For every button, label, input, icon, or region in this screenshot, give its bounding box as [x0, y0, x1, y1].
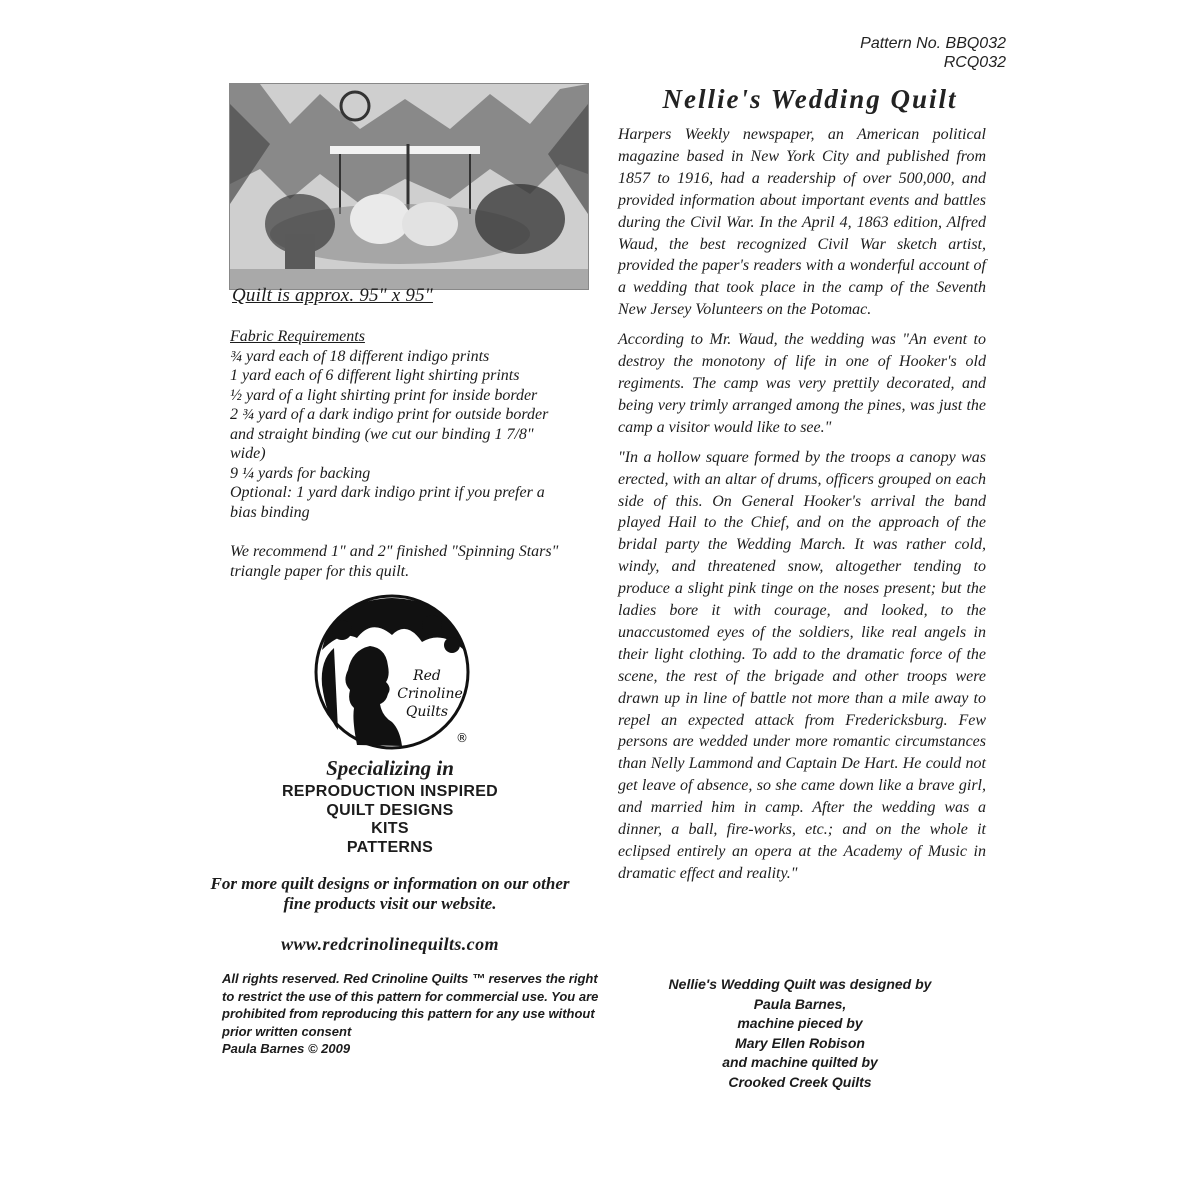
rights-text: All rights reserved. Red Crinoline Quilts ™ reserves the right to restrict the use of this pattern for commercial use. You are prohibited from reproducing this pattern for any use without prior written consent — [222, 971, 599, 1039]
specializing-list — [230, 783, 550, 857]
copyright-line: Paula Barnes © 2009 — [222, 1041, 351, 1056]
rights-notice — [222, 970, 602, 1058]
specializing-item: KITS — [371, 820, 409, 837]
credit-line: and machine quilted by — [722, 1054, 878, 1070]
website-link[interactable]: www.redcrinolinequilts.com — [281, 934, 499, 954]
story-paragraph: "In a hollow square formed by the troops a canopy was erected, with an altar of drums, officers grouped on each side of this. On General Hooker's arrival the band played Hail to the Chief, and on the approach of the bridal party the Wedding March. It was rather cold, windy, and threatened snow, altogether tending to produce a slight pink tinge on the noses present; but the ladies bore it with courage, and looked, to the unaccustomed eyes of the soldiers, like real angels in their light clothing. To add to the dramatic force of the scene, the rest of the brigade and other troops were drawn up in line of battle not more than a mile away to repel an expected attack from Fredericksburg. Few persons are wedded under more romantic circumstances than Nelly Lammond and Captain De Hart. He could not get leave of absence, so she came down like a brave girl, and married him in camp. After the wedding was a dinner, a ball, fire-works, etc.; and on the whole it eclipsed entirely an opera at the Academy of Music in dramatic effect and reality." — [618, 448, 986, 882]
pattern-number-primary: Pattern No. BBQ032 — [860, 35, 1006, 52]
specializing-item: QUILT DESIGNS — [326, 801, 454, 819]
quilt-credits — [640, 975, 960, 1092]
page-title: Nellie's Wedding Quilt — [662, 84, 958, 114]
credit-line: Paula Barnes, — [753, 995, 847, 1012]
registered-mark: ® — [456, 731, 468, 745]
fabric-item: Optional: 1 yard dark indigo print if you prefer a — [230, 484, 545, 501]
pattern-number — [820, 34, 1006, 72]
specializing-item: PATTERNS — [346, 838, 434, 856]
credit-line: Nellie's Wedding Quilt was designed by — [668, 976, 932, 992]
credit-line: machine pieced by — [737, 1015, 863, 1031]
logo-text-red: Red — [413, 668, 441, 684]
fabric-item: bias binding — [230, 503, 310, 521]
specializing-title: Specializing in — [326, 756, 454, 780]
story-paragraph: According to Mr. Waud, the wedding was "An event to destroy the monotony of life in one of Hooker's old regiments. The camp was very prettily decorated, and being very trimly arranged among the pines, was just the camp a visitor would like to see." — [618, 331, 986, 436]
fabric-item: ¾ yard each of 18 different indigo prints — [230, 347, 490, 365]
red-crinoline-quilts-logo — [312, 590, 472, 750]
fabric-requirements — [230, 327, 590, 522]
pattern-number-secondary: RCQ032 — [943, 54, 1006, 71]
fabric-item: 1 yard each of 6 different light shirting prints — [230, 367, 520, 384]
fabric-item: 2 ¾ yard of a dark indigo print for outside border — [230, 406, 549, 423]
fabric-requirements-heading: Fabric Requirements — [230, 328, 365, 345]
specializing-item: REPRODUCTION INSPIRED — [281, 783, 499, 800]
wedding-story — [618, 124, 986, 893]
fabric-item: 9 ¼ yards for backing — [230, 464, 371, 482]
logo-text-crinoline: Crinoline — [397, 686, 463, 702]
fabric-item: and straight binding (we cut our binding 1 7/8" — [230, 425, 534, 443]
logo-text-quilts: Quilts — [405, 704, 449, 720]
fabric-item: wide) — [230, 445, 266, 462]
quilt-size: Quilt is approx. 95" x 95" — [232, 285, 433, 306]
wedding-engraving-image — [229, 83, 589, 290]
credit-line: Crooked Creek Quilts — [728, 1073, 872, 1090]
credit-line: Mary Ellen Robison — [735, 1034, 865, 1051]
fabric-item: ½ yard of a light shirting print for inside border — [230, 386, 538, 404]
story-paragraph: Harpers Weekly newspaper, an American political magazine based in New York City and published from 1857 to 1916, had a readership of over 500,000, and provided information about important events and battles during the Civil War. In the April 4, 1863 edition, Alfred Waud, the best recognized Civil War sketch artist, provided the paper's readers with a wonderful account of a wedding that took place in the camp of the Seventh New Jersey Volunteers on the Potomac. — [618, 126, 986, 319]
triangle-paper-recommendation: We recommend 1" and 2" finished "Spinning Stars" triangle paper for this quilt. — [230, 543, 559, 580]
more-info-text: For more quilt designs or information on our other fine products visit our website. — [210, 874, 570, 913]
